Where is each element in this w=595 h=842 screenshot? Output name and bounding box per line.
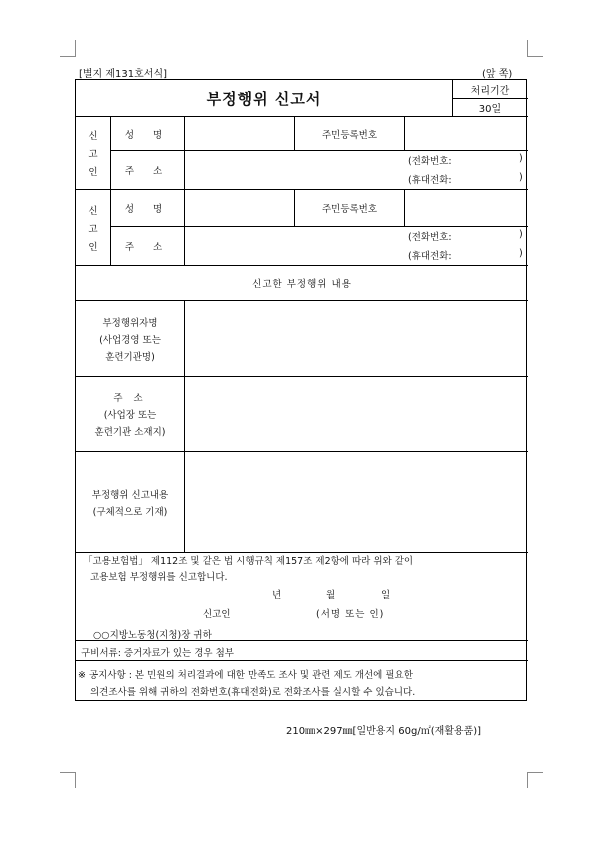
notice-line-2: 의견조사를 위해 귀하의 전화번호(휴대전화)로 전화조사를 실시할 수 있습니다.	[90, 687, 416, 698]
signature-note: (서명 또는 인)	[316, 609, 385, 620]
reporter-2-address-label: 주 소	[124, 242, 171, 253]
crop-mark-top-right	[527, 40, 528, 56]
reporter-2-rrn-field[interactable]	[405, 190, 527, 226]
report-form	[75, 79, 527, 701]
reporter-1-address-label: 주 소	[124, 166, 171, 177]
reporter-section-1: 신 고 인	[88, 131, 98, 178]
processing-label: 처리기간	[470, 85, 510, 97]
reporter-2-rrn-label: 주민등록번호	[321, 204, 378, 215]
reporter-1-address-field[interactable]	[185, 151, 405, 189]
reporter-section-2: 신 고 인	[88, 205, 98, 253]
reporter-2-address-field[interactable]	[185, 227, 405, 265]
reporter-2-name-label: 성 명	[124, 204, 171, 215]
crop-mark-bottom-right-h	[527, 772, 543, 773]
violator-address-field[interactable]	[185, 377, 527, 451]
crop-mark-top-left-h	[60, 56, 76, 57]
crop-mark-bottom-right	[527, 772, 528, 788]
addressee: ○○지방노동청(지청)장 귀하	[93, 630, 212, 641]
crop-mark-top-left	[75, 40, 76, 56]
violator-name-field[interactable]	[185, 301, 527, 376]
crop-mark-bottom-left	[75, 772, 76, 788]
processing-value: 30일	[478, 103, 502, 115]
declaration-line-2: 고용보험 부정행위를 신고합니다.	[90, 572, 228, 583]
violator-address-label: 주 소 (사업장 또는 훈련기관 소재지)	[94, 393, 166, 438]
paper-spec: 210㎜×297㎜[일반용지 60g/㎡(재활용품)]	[286, 726, 482, 737]
violator-name-label: 부정행위자명 (사업경영 또는 훈련기관명)	[99, 317, 161, 363]
form-number: [별지 제131호서식]	[79, 69, 168, 80]
reporter-sign-label: 신고인	[203, 609, 231, 620]
page-side: (앞 쪽)	[482, 69, 513, 80]
declaration-line-1: 「고용보험법」 제112조 및 같은 법 시행규칙 제157조 제2항에 따라 위와 같이	[83, 556, 414, 567]
crop-mark-top-right-h	[527, 56, 543, 57]
reporter-2-name-field[interactable]	[185, 190, 293, 226]
date-month-label: 월	[326, 590, 336, 601]
attachments-note: 구비서류: 증거자료가 있는 경우 첨부	[81, 648, 234, 659]
reporter-1-rrn-field[interactable]	[405, 117, 527, 150]
date-year-label: 년	[272, 590, 282, 601]
report-content-field[interactable]	[185, 452, 527, 552]
reporter-1-name-label: 성 명	[124, 129, 171, 141]
crop-mark-bottom-left-h	[60, 772, 76, 773]
reporter-1-rrn-label: 주민등록번호	[321, 129, 378, 141]
form-title: 부정행위 신고서	[206, 89, 322, 108]
reporter-1-name-field[interactable]	[185, 117, 293, 150]
notice-line-1: ※ 공지사항 : 본 민원의 처리결과에 대한 만족도 조사 및 관련 제도 개선에 필요한	[78, 670, 413, 681]
content-heading: 신고한 부정행위 내용	[252, 279, 352, 290]
date-day-label: 일	[381, 590, 391, 601]
report-content-label: 부정행위 신고내용 (구체적으로 기재)	[91, 489, 169, 518]
